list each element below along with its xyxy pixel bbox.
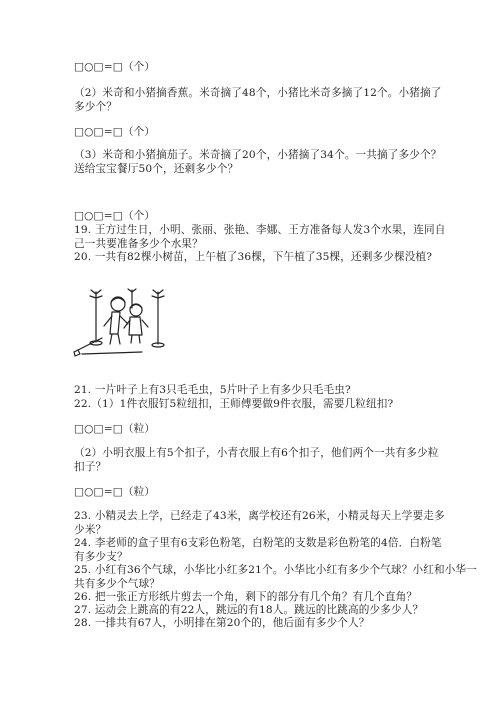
question-24: 24. 李老师的盒子里有6支彩色粉笔，白粉笔的支数是彩色粉笔的4倍．白粉笔 (74, 537, 442, 549)
answer-blank: □○□=□（粒） (74, 486, 156, 498)
question-23: 23. 小精灵去上学，已经走了43米，离学校还有26米，小精灵每天上学要走多 (74, 510, 445, 522)
answer-blank: □○□=□（个） (74, 126, 156, 138)
question-19: 19. 王方过生日，小明、张丽、张艳、李娜、王方准备每人发3个水果，连同自 (74, 224, 446, 236)
answer-blank-q1: □○□=□（个） (74, 61, 156, 73)
question-23-cont: 少米？ (74, 524, 107, 536)
question-21: 21. 一片叶子上有3只毛毛虫，5片叶子上有多少只毛毛虫? (74, 384, 351, 396)
question-text: 多少个？ (74, 101, 117, 113)
question-25: 25. 小红有36个气球，小华比小红多21个。小华比小红有多少个气球？小红和小华一 (74, 564, 477, 576)
question-26: 26. 把一张正方形纸片剪去一个角，剩下的部分有几个角？有几个直角？ (74, 591, 418, 603)
question-text: （2）小明衣服上有5个扣子，小青衣服上有6个扣子，他们两个一共有多少粒 (74, 447, 439, 459)
question-text: 扣子？ (74, 461, 107, 473)
question-19-cont: 己一共要准备多少个水果？ (74, 238, 203, 250)
kids-planting-trees-illustration (72, 286, 178, 358)
question-text: （2）米奇和小猪摘香蕉。米奇摘了48个，小猪比米奇多摘了12个。小猪摘了 (74, 87, 442, 99)
question-text: 送给宝宝餐厅50个，还剩多少个？ (74, 163, 239, 175)
question-27: 27. 运动会上跳高的有22人，跳远的有18人。跳远的比跳高的少多少人？ (74, 604, 424, 616)
question-25-cont: 共有多少个气球？ (74, 578, 160, 590)
question-20: 20. 一共有82棵小树苗，上午植了36棵，下午植了35棵，还剩多少棵没植? (74, 251, 433, 263)
answer-blank: □○□=□（个） (74, 210, 156, 222)
answer-blank: □○□=□（粒） (74, 423, 156, 435)
question-22: 22.（1）1件衣服钉5粒纽扣，王师傅要做9件衣服，需要几粒纽扣? (74, 398, 394, 410)
question-24-cont: 有多少支？ (74, 551, 128, 563)
question-text: （3）米奇和小猪摘茄子。米奇摘了20个，小猪摘了34个。一共摘了多少个？ (74, 149, 442, 161)
question-28: 28. 一排共有67人，小明排在第20个的，他后面有多少个人？ (74, 617, 370, 629)
